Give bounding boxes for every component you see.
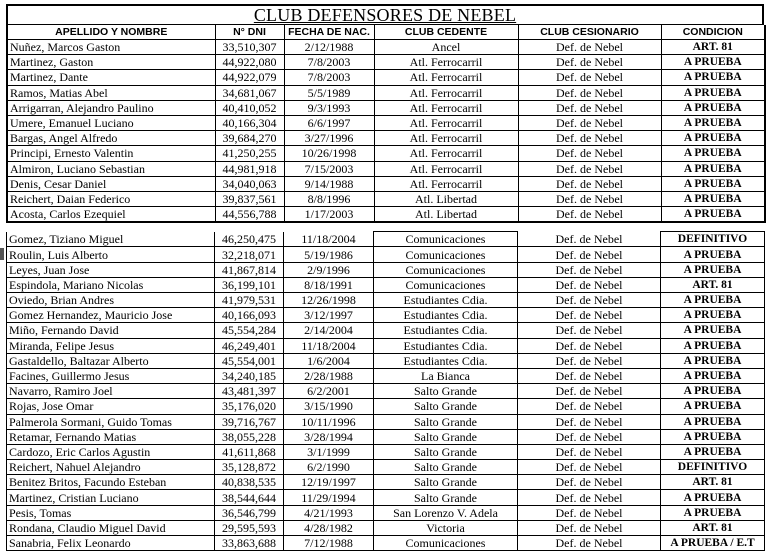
player-dni: 46,249,401: [215, 338, 284, 353]
table-row: [7, 384, 765, 399]
club-cedente: Salto Grande: [374, 490, 518, 505]
player-condicion: DEFINITIVO: [661, 232, 765, 247]
player-condicion: A PRUEBA: [661, 70, 765, 85]
table-row: [7, 100, 765, 115]
player-condicion: A PRUEBA: [661, 293, 765, 308]
player-dni: 41,250,255: [215, 146, 284, 161]
club-cedente: Estudiantes Cdia.: [374, 308, 518, 323]
player-dni: 44,556,788: [215, 207, 284, 223]
player-birthdate: 12/26/1998: [284, 293, 374, 308]
table-row: [7, 429, 765, 444]
player-dni: 40,166,304: [215, 115, 284, 130]
player-condicion: A PRUEBA: [661, 429, 765, 444]
col-header-name: APELLIDO Y NOMBRE: [7, 25, 215, 40]
club-cesionario: Def. de Nebel: [518, 131, 661, 146]
table-row: [7, 460, 765, 475]
club-cedente: Estudiantes Cdia.: [374, 338, 518, 353]
player-birthdate: 3/27/1996: [284, 131, 374, 146]
page-title: CLUB DEFENSORES DE NEBEL: [253, 5, 517, 25]
player-condicion: A PRUEBA: [661, 505, 765, 520]
table-row: [7, 161, 765, 176]
player-condicion: A PRUEBA: [661, 384, 765, 399]
player-dni: 39,716,767: [215, 414, 284, 429]
player-name: Facines, Guillermo Jesus: [7, 368, 215, 383]
player-birthdate: 6/2/2001: [284, 384, 374, 399]
player-name: Martinez, Gaston: [7, 55, 215, 70]
player-name: Oviedo, Brian Andres: [7, 293, 215, 308]
player-condicion: ART. 81: [661, 475, 765, 490]
player-name: Roulin, Luis Alberto: [7, 247, 215, 262]
club-cedente: San Lorenzo V. Adela: [374, 505, 518, 520]
club-cesionario: Def. de Nebel: [518, 429, 661, 444]
club-cedente: Atl. Ferrocarril: [374, 176, 518, 191]
player-condicion: A PRUEBA: [661, 368, 765, 383]
player-birthdate: 6/6/1997: [284, 115, 374, 130]
player-dni: 29,595,593: [215, 520, 284, 535]
player-name: Rondana, Claudio Miguel David: [7, 520, 215, 535]
table-row: [7, 353, 765, 368]
club-cesionario: Def. de Nebel: [518, 414, 661, 429]
club-cedente: Comunicaciones: [374, 536, 518, 551]
table-row: [7, 444, 765, 459]
roster-table-main: [6, 25, 766, 223]
player-condicion: A PRUEBA: [661, 353, 765, 368]
player-birthdate: 7/8/2003: [284, 70, 374, 85]
table-row: [7, 146, 765, 161]
club-cesionario: Def. de Nebel: [518, 323, 661, 338]
player-condicion: A PRUEBA: [661, 146, 765, 161]
player-name: Navarro, Ramiro Joel: [7, 384, 215, 399]
player-birthdate: 2/12/1988: [284, 40, 374, 55]
club-cesionario: Def. de Nebel: [518, 520, 661, 535]
player-dni: 44,922,079: [215, 70, 284, 85]
col-header-club-cedente: CLUB CEDENTE: [374, 25, 518, 40]
player-block-2: [7, 232, 765, 551]
player-dni: 38,055,228: [215, 429, 284, 444]
player-dni: 33,863,688: [215, 536, 284, 551]
player-name: Ramos, Matias Abel: [7, 85, 215, 100]
table-row: [7, 85, 765, 100]
player-birthdate: 3/15/1990: [284, 399, 374, 414]
player-condicion: A PRUEBA: [661, 191, 765, 206]
player-dni: 45,554,001: [215, 353, 284, 368]
player-birthdate: 1/17/2003: [284, 207, 374, 223]
block-gap: [6, 223, 764, 231]
club-cedente: Comunicaciones: [374, 262, 518, 277]
club-cesionario: Def. de Nebel: [518, 368, 661, 383]
player-condicion: A PRUEBA: [661, 262, 765, 277]
player-birthdate: 1/6/2004: [284, 353, 374, 368]
table-row: [7, 338, 765, 353]
player-name: Leyes, Juan Jose: [7, 262, 215, 277]
player-birthdate: 6/2/1990: [284, 460, 374, 475]
player-dni: 43,481,397: [215, 384, 284, 399]
player-dni: 34,240,185: [215, 368, 284, 383]
player-name: Sanabria, Felix Leonardo: [7, 536, 215, 551]
player-name: Cardozo, Eric Carlos Agustin: [7, 444, 215, 459]
club-cesionario: Def. de Nebel: [518, 146, 661, 161]
player-birthdate: 11/18/2004: [284, 232, 374, 247]
table-row: [7, 70, 765, 85]
player-birthdate: 8/8/1996: [284, 191, 374, 206]
club-cedente: Estudiantes Cdia.: [374, 353, 518, 368]
player-name: Palmerola Sormani, Guido Tomas: [7, 414, 215, 429]
club-cesionario: Def. de Nebel: [518, 475, 661, 490]
club-cedente: La Bianca: [374, 368, 518, 383]
player-condicion: A PRUEBA: [661, 161, 765, 176]
club-cesionario: Def. de Nebel: [518, 536, 661, 551]
club-cesionario: Def. de Nebel: [518, 384, 661, 399]
col-header-birthdate: FECHA DE NAC.: [284, 25, 374, 40]
club-cesionario: Def. de Nebel: [518, 293, 661, 308]
club-cesionario: Def. de Nebel: [518, 115, 661, 130]
player-birthdate: 10/26/1998: [284, 146, 374, 161]
club-cedente: Comunicaciones: [374, 277, 518, 292]
player-dni: 38,544,644: [215, 490, 284, 505]
table-row: [7, 40, 765, 55]
player-dni: 41,611,868: [215, 444, 284, 459]
club-cedente: Atl. Libertad: [374, 207, 518, 223]
player-name: Retamar, Fernando Matias: [7, 429, 215, 444]
header-row: [7, 25, 765, 40]
club-cesionario: Def. de Nebel: [518, 505, 661, 520]
player-condicion: A PRUEBA: [661, 308, 765, 323]
club-cedente: Comunicaciones: [374, 247, 518, 262]
club-cedente: Salto Grande: [374, 475, 518, 490]
player-dni: 40,410,052: [215, 100, 284, 115]
club-cesionario: Def. de Nebel: [518, 85, 661, 100]
club-cesionario: Def. de Nebel: [518, 161, 661, 176]
player-birthdate: 5/19/1986: [284, 247, 374, 262]
player-condicion: A PRUEBA: [661, 323, 765, 338]
club-cesionario: Def. de Nebel: [518, 70, 661, 85]
player-name: Reichert, Nahuel Alejandro: [7, 460, 215, 475]
player-dni: 45,554,284: [215, 323, 284, 338]
player-name: Arrigarran, Alejandro Paulino: [7, 100, 215, 115]
club-cedente: Atl. Ferrocarril: [374, 131, 518, 146]
player-birthdate: 3/28/1994: [284, 429, 374, 444]
player-condicion: A PRUEBA: [661, 207, 765, 223]
club-cedente: Atl. Ferrocarril: [374, 161, 518, 176]
club-cesionario: Def. de Nebel: [518, 353, 661, 368]
table-row: [7, 191, 765, 206]
club-cedente: Victoria: [374, 520, 518, 535]
player-dni: 46,250,475: [215, 232, 284, 247]
player-condicion: A PRUEBA: [661, 85, 765, 100]
player-condicion: DEFINITIVO: [661, 460, 765, 475]
player-condicion: A PRUEBA: [661, 100, 765, 115]
player-birthdate: 12/19/1997: [284, 475, 374, 490]
player-name: Rojas, Jose Omar: [7, 399, 215, 414]
table-row: [7, 414, 765, 429]
player-name: Acosta, Carlos Ezequiel: [7, 207, 215, 223]
player-dni: 41,867,814: [215, 262, 284, 277]
player-name: Espindola, Mariano Nicolas: [7, 277, 215, 292]
player-name: Principi, Ernesto Valentin: [7, 146, 215, 161]
table-row: [7, 490, 765, 505]
player-condicion: A PRUEBA: [661, 399, 765, 414]
club-cedente: Salto Grande: [374, 399, 518, 414]
player-condicion: ART. 81: [661, 277, 765, 292]
player-birthdate: 9/14/1988: [284, 176, 374, 191]
player-name: Miranda, Felipe Jesus: [7, 338, 215, 353]
club-cesionario: Def. de Nebel: [518, 308, 661, 323]
club-cedente: Salto Grande: [374, 444, 518, 459]
player-name: Gomez, Tiziano Miguel: [7, 232, 215, 247]
player-condicion: A PRUEBA: [661, 176, 765, 191]
player-name: Martinez, Dante: [7, 70, 215, 85]
table-row: [7, 262, 765, 277]
player-birthdate: 2/9/1996: [284, 262, 374, 277]
table-row: [7, 475, 765, 490]
player-name: Almiron, Luciano Sebastian: [7, 161, 215, 176]
player-name: Gastaldello, Baltazar Alberto: [7, 353, 215, 368]
player-birthdate: 7/15/2003: [284, 161, 374, 176]
player-block-1: [7, 40, 765, 223]
club-cesionario: Def. de Nebel: [518, 277, 661, 292]
player-dni: 36,546,799: [215, 505, 284, 520]
table-row: [7, 520, 765, 535]
club-cesionario: Def. de Nebel: [518, 338, 661, 353]
player-condicion: A PRUEBA: [661, 338, 765, 353]
table-row: [7, 399, 765, 414]
player-dni: 34,040,063: [215, 176, 284, 191]
player-birthdate: 9/3/1993: [284, 100, 374, 115]
player-dni: 40,166,093: [215, 308, 284, 323]
player-birthdate: 7/8/2003: [284, 55, 374, 70]
roster-table-secondary: [6, 231, 765, 551]
player-condicion: ART. 81: [661, 40, 765, 55]
player-birthdate: 2/28/1988: [284, 368, 374, 383]
player-birthdate: 8/18/1991: [284, 277, 374, 292]
player-name: Gomez Hernandez, Mauricio Jose: [7, 308, 215, 323]
player-dni: 44,922,080: [215, 55, 284, 70]
club-cesionario: Def. de Nebel: [518, 207, 661, 223]
player-dni: 36,199,101: [215, 277, 284, 292]
club-cesionario: Def. de Nebel: [518, 176, 661, 191]
club-cedente: Ancel: [374, 40, 518, 55]
table-row: [7, 232, 765, 247]
player-birthdate: 7/12/1988: [284, 536, 374, 551]
table-row: [7, 505, 765, 520]
col-header-condicion: CONDICION: [661, 25, 765, 40]
table-row: [7, 368, 765, 383]
player-dni: 35,176,020: [215, 399, 284, 414]
player-dni: 34,681,067: [215, 85, 284, 100]
player-birthdate: 5/5/1989: [284, 85, 374, 100]
player-birthdate: 11/29/1994: [284, 490, 374, 505]
club-cesionario: Def. de Nebel: [518, 247, 661, 262]
club-cedente: Atl. Ferrocarril: [374, 100, 518, 115]
player-condicion: A PRUEBA: [661, 444, 765, 459]
player-name: Nuñez, Marcos Gaston: [7, 40, 215, 55]
club-cedente: Estudiantes Cdia.: [374, 293, 518, 308]
player-dni: 33,510,307: [215, 40, 284, 55]
table-row: [7, 131, 765, 146]
player-condicion: A PRUEBA: [661, 414, 765, 429]
player-name: Martinez, Cristian Luciano: [7, 490, 215, 505]
table-row: [7, 176, 765, 191]
player-condicion: A PRUEBA: [661, 131, 765, 146]
table-row: [7, 115, 765, 130]
player-name: Miño, Fernando David: [7, 323, 215, 338]
club-cesionario: Def. de Nebel: [518, 191, 661, 206]
player-dni: 41,979,531: [215, 293, 284, 308]
player-name: Reichert, Daian Federico: [7, 191, 215, 206]
table-row: [7, 277, 765, 292]
player-name: Benitez Britos, Facundo Esteban: [7, 475, 215, 490]
club-cedente: Atl. Ferrocarril: [374, 115, 518, 130]
club-cedente: Salto Grande: [374, 414, 518, 429]
player-birthdate: 2/14/2004: [284, 323, 374, 338]
player-birthdate: 3/1/1999: [284, 444, 374, 459]
table-row: [7, 323, 765, 338]
club-cedente: Atl. Ferrocarril: [374, 85, 518, 100]
player-condicion: A PRUEBA: [661, 55, 765, 70]
row-marker: [0, 248, 4, 260]
table-row: [7, 308, 765, 323]
club-cesionario: Def. de Nebel: [518, 444, 661, 459]
player-birthdate: 4/21/1993: [284, 505, 374, 520]
club-cedente: Salto Grande: [374, 460, 518, 475]
player-condicion: A PRUEBA / E.T: [661, 536, 765, 551]
club-cesionario: Def. de Nebel: [518, 232, 661, 247]
club-cedente: Comunicaciones: [374, 232, 518, 247]
club-cesionario: Def. de Nebel: [518, 262, 661, 277]
club-cesionario: Def. de Nebel: [518, 490, 661, 505]
player-name: Denis, Cesar Daniel: [7, 176, 215, 191]
title-row: [6, 4, 764, 25]
club-cedente: Estudiantes Cdia.: [374, 323, 518, 338]
player-birthdate: 3/12/1997: [284, 308, 374, 323]
roster-sheet: [6, 4, 764, 551]
club-cesionario: Def. de Nebel: [518, 55, 661, 70]
player-dni: 39,837,561: [215, 191, 284, 206]
table-row: [7, 247, 765, 262]
player-birthdate: 11/18/2004: [284, 338, 374, 353]
player-dni: 35,128,872: [215, 460, 284, 475]
player-name: Pesis, Tomas: [7, 505, 215, 520]
col-header-dni: N° DNI: [215, 25, 284, 40]
club-cedente: Salto Grande: [374, 384, 518, 399]
player-condicion: A PRUEBA: [661, 490, 765, 505]
club-cedente: Atl. Ferrocarril: [374, 70, 518, 85]
player-dni: 44,981,918: [215, 161, 284, 176]
club-cesionario: Def. de Nebel: [518, 40, 661, 55]
table-row: [7, 55, 765, 70]
player-birthdate: 4/28/1982: [284, 520, 374, 535]
club-cesionario: Def. de Nebel: [518, 460, 661, 475]
club-cesionario: Def. de Nebel: [518, 100, 661, 115]
col-header-club-cesionario: CLUB CESIONARIO: [518, 25, 661, 40]
table-row: [7, 207, 765, 223]
table-row: [7, 293, 765, 308]
club-cesionario: Def. de Nebel: [518, 399, 661, 414]
club-cedente: Atl. Libertad: [374, 191, 518, 206]
club-cedente: Salto Grande: [374, 429, 518, 444]
player-condicion: A PRUEBA: [661, 247, 765, 262]
player-dni: 40,838,535: [215, 475, 284, 490]
player-name: Umere, Emanuel Luciano: [7, 115, 215, 130]
club-cedente: Atl. Ferrocarril: [374, 55, 518, 70]
player-condicion: ART. 81: [661, 520, 765, 535]
player-dni: 32,218,071: [215, 247, 284, 262]
player-condicion: A PRUEBA: [661, 115, 765, 130]
player-dni: 39,684,270: [215, 131, 284, 146]
player-name: Bargas, Angel Alfredo: [7, 131, 215, 146]
player-birthdate: 10/11/1996: [284, 414, 374, 429]
table-row: [7, 536, 765, 551]
club-cedente: Atl. Ferrocarril: [374, 146, 518, 161]
